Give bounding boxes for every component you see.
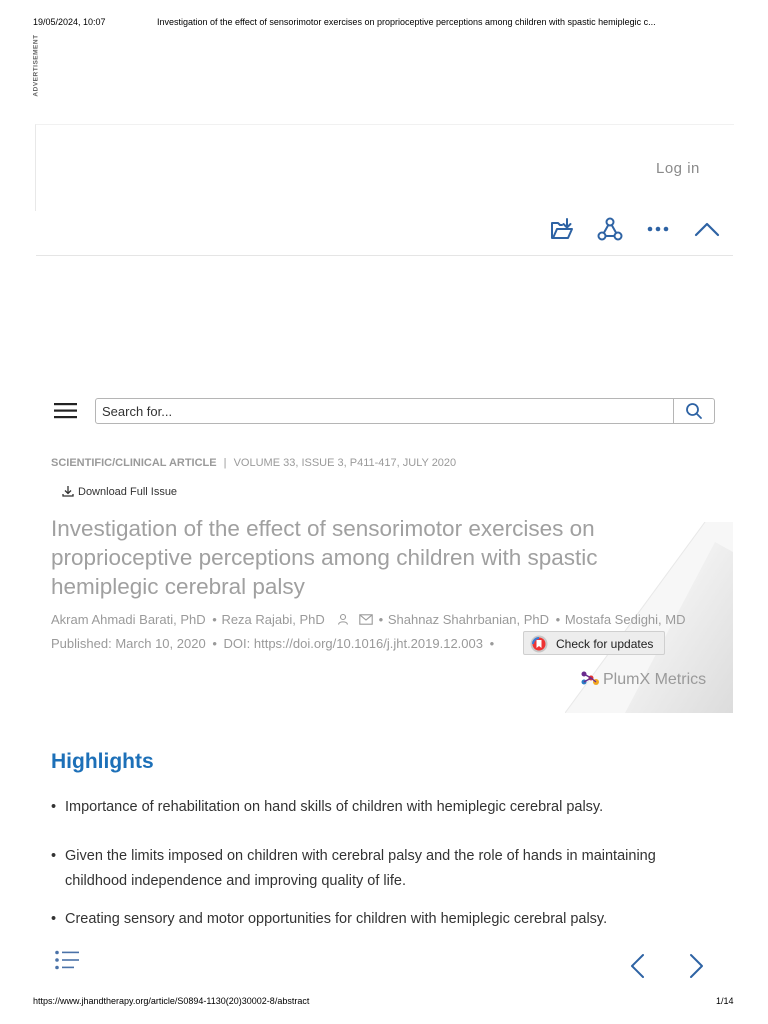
article-meta bbox=[51, 457, 456, 469]
article-issue[interactable]: VOLUME 33, ISSUE 3, P411-417, JULY 2020 bbox=[233, 457, 457, 469]
author-link[interactable]: Akram Ahmadi Barati, PhD bbox=[51, 612, 206, 627]
plumx-icon bbox=[580, 670, 600, 686]
author-link[interactable]: Mostafa Sedighi, MD bbox=[564, 612, 686, 627]
highlight-item: • Importance of rehabilitation on hand skills of children with hemiplegic cerebral palsy. bbox=[51, 799, 604, 815]
author-separator: • bbox=[555, 612, 561, 627]
highlight-item: • Creating sensory and motor opportunities for children with hemiplegic cerebral palsy. bbox=[51, 911, 608, 927]
more-dots-icon[interactable] bbox=[645, 215, 673, 243]
check-for-updates-button[interactable]: Check for updates bbox=[523, 631, 665, 655]
search-icon bbox=[685, 402, 703, 420]
published-label: Published: bbox=[51, 636, 112, 651]
author-separator: • bbox=[378, 612, 384, 627]
login-link[interactable]: Log in bbox=[656, 160, 700, 177]
print-datetime: 19/05/2024, 10:07 bbox=[33, 17, 106, 27]
doi-label: DOI: bbox=[223, 636, 251, 651]
article-title: Investigation of the effect of sensorimotor exercises on proprioceptive perceptions among children with spastic hemiplegic cerebral palsy bbox=[51, 516, 598, 599]
download-icon bbox=[62, 485, 74, 497]
crossmark-icon bbox=[530, 635, 548, 653]
site-header bbox=[35, 124, 734, 211]
author-separator: • bbox=[212, 612, 217, 627]
print-page-number: 1/14 bbox=[716, 996, 734, 1006]
highlights-heading: Highlights bbox=[51, 750, 154, 773]
published-date: March 10, 2020 bbox=[115, 636, 206, 651]
advertisement-label: ADVERTISEMENT bbox=[32, 34, 40, 97]
meta-separator: | bbox=[223, 457, 227, 469]
search-bar bbox=[95, 398, 715, 424]
person-icon[interactable] bbox=[337, 613, 349, 625]
chevron-right-icon[interactable] bbox=[686, 953, 706, 979]
toolbar-divider bbox=[36, 255, 733, 256]
chevron-left-icon[interactable] bbox=[628, 953, 648, 979]
search-button[interactable] bbox=[673, 399, 714, 423]
highlight-item: • Given the limits imposed on children with cerebral palsy and the role of hands in maintaining childhood independence and improving quality of life. bbox=[51, 848, 656, 889]
info-separator: • bbox=[489, 636, 495, 651]
author-list bbox=[51, 612, 686, 627]
email-icon[interactable] bbox=[359, 614, 373, 625]
author-link[interactable]: Reza Rajabi, PhD bbox=[221, 612, 325, 627]
download-full-issue-link[interactable]: Download Full Issue bbox=[62, 485, 177, 498]
search-input[interactable] bbox=[102, 402, 672, 420]
hamburger-menu-icon[interactable] bbox=[54, 402, 78, 420]
info-separator: • bbox=[212, 636, 217, 651]
table-of-contents-icon[interactable] bbox=[54, 950, 80, 970]
share-network-icon[interactable] bbox=[596, 215, 624, 243]
print-url: https://www.jhandtherapy.org/article/S0894-1130(20)30002-8/abstract bbox=[33, 996, 310, 1006]
chevron-up-icon[interactable] bbox=[693, 215, 721, 243]
article-type[interactable]: SCIENTIFIC/CLINICAL ARTICLE bbox=[51, 457, 217, 469]
author-link[interactable]: Shahnaz Shahrbanian, PhD bbox=[387, 612, 550, 627]
doi-link[interactable]: https://doi.org/10.1016/j.jht.2019.12.003 bbox=[253, 636, 483, 651]
publication-info bbox=[51, 636, 494, 651]
plumx-metrics-link[interactable]: PlumX Metrics bbox=[580, 670, 706, 689]
print-page-title: Investigation of the effect of sensorimotor exercises on proprioceptive perceptions among children with spastic hemiplegic c... bbox=[157, 17, 656, 27]
folder-download-icon[interactable] bbox=[548, 215, 576, 243]
